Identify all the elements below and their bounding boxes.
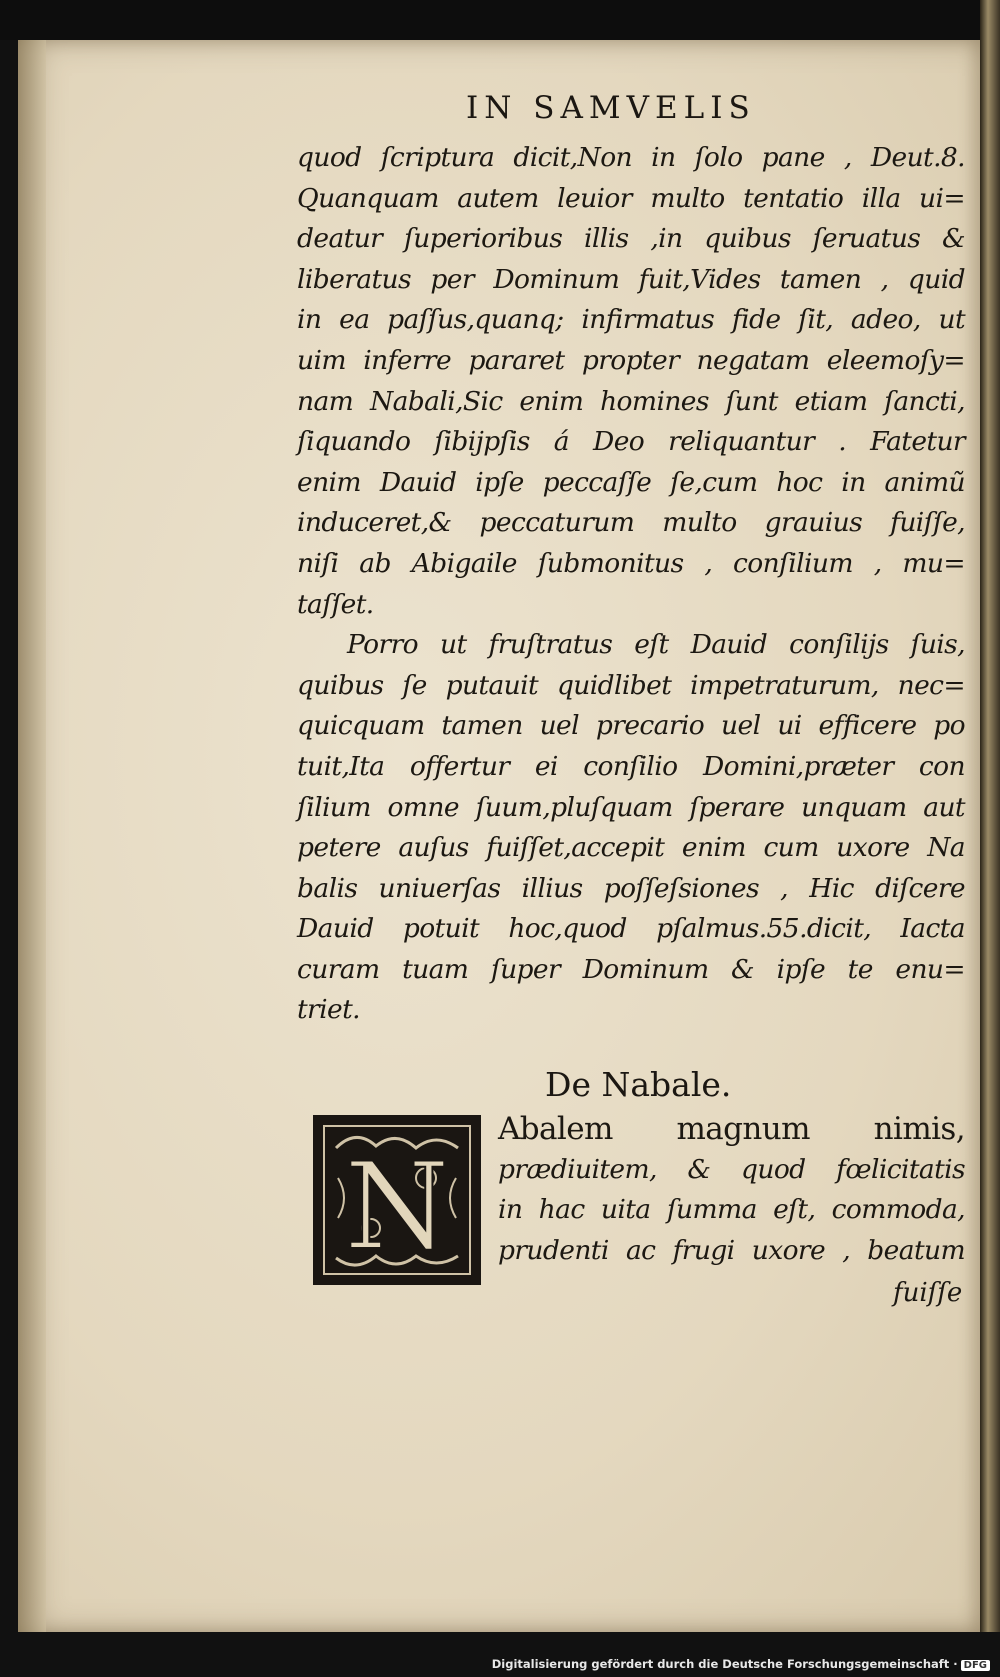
page-gutter-shadow <box>18 40 46 1632</box>
text-line: prædiuitem, & quod fœlicitatis <box>498 1153 965 1185</box>
text-line: enim Dauid ipſe peccaſſe ſe,cum hoc in animũ <box>297 466 965 498</box>
credit-text: Digitalisierung gefördert durch die Deutsche Forschungsgemeinschaft · <box>491 1657 958 1671</box>
decorated-initial <box>313 1115 481 1285</box>
text-line: petere auſus fuiſſet,accepit enim cum uxore Na <box>297 832 965 864</box>
scan-top-edge <box>0 0 1000 40</box>
text-line: quibus ſe putauit quidlibet impetraturum, nec= <box>297 669 965 701</box>
text-line: uim inferre pararet propter negatam eleemoſy= <box>297 344 965 376</box>
catchword: fuiſſe <box>893 1278 963 1308</box>
text-line: ſiquando ſibijpſis á Deo reliquantur . Fatetur <box>297 426 965 458</box>
text-line: Porro ut fruſtratus eſt Dauid conſilijs ſuis, <box>347 629 965 661</box>
woodcut-initial-icon <box>316 1118 478 1282</box>
text-line: ſilium omne ſuum,pluſquam ſperare unquam aut <box>297 791 965 823</box>
text-line: triet. <box>297 994 360 1026</box>
page-fore-edge <box>980 0 1000 1640</box>
text-line: induceret,& peccaturum multo grauius fuiſſe, <box>297 507 965 539</box>
text-line: in hac uita ſumma eſt, commoda, <box>498 1194 965 1226</box>
text-line: curam tuam ſuper Dominum & ipſe te enu= <box>297 953 965 985</box>
text-line: in ea paſſus,quanq; infirmatus fide ſit, adeo, ut <box>297 304 965 336</box>
text-line: nam Nabali,Sic enim homines ſunt etiam ſancti, <box>297 385 965 417</box>
dfg-logo-icon: DFG <box>961 1660 990 1671</box>
text-line: quod ſcriptura dicit,Non in ſolo pane , Deut.8. <box>297 142 965 173</box>
text-line: Abalem magnum nimis, <box>498 1111 965 1147</box>
section-heading: De Nabale. <box>545 1065 732 1104</box>
text-line: niſi ab Abigaile ſubmonitus , conſilium , mu= <box>297 547 965 579</box>
text-line: liberatus per Dominum fuit,Vides tamen , quid <box>297 263 965 295</box>
text-line: Dauid potuit hoc,quod pſalmus.55.dicit, Iacta <box>297 913 965 945</box>
text-line: taſſet. <box>297 588 374 620</box>
text-line: prudenti ac frugi uxore , beatum <box>498 1234 965 1266</box>
text-line: tuit,Ita offertur ei conſilio Domini,præter con <box>297 750 965 782</box>
text-line: Quanquam autem leuior multo tentatio illa ui= <box>297 182 965 214</box>
text-line: deatur ſuperioribus illis ,in quibus ſeruatus & <box>297 223 965 255</box>
main-text <box>297 138 965 1031</box>
svg-text:N: N <box>344 1138 450 1277</box>
text-line: quicquam tamen uel precario uel ui efficere po <box>297 710 965 742</box>
digitization-credit <box>492 1657 990 1671</box>
section-text <box>498 1108 965 1270</box>
running-title: IN SAMVELIS <box>466 90 756 126</box>
text-line: balis uniuerſas illius poſſeſsiones , Hic diſcere <box>297 872 965 904</box>
